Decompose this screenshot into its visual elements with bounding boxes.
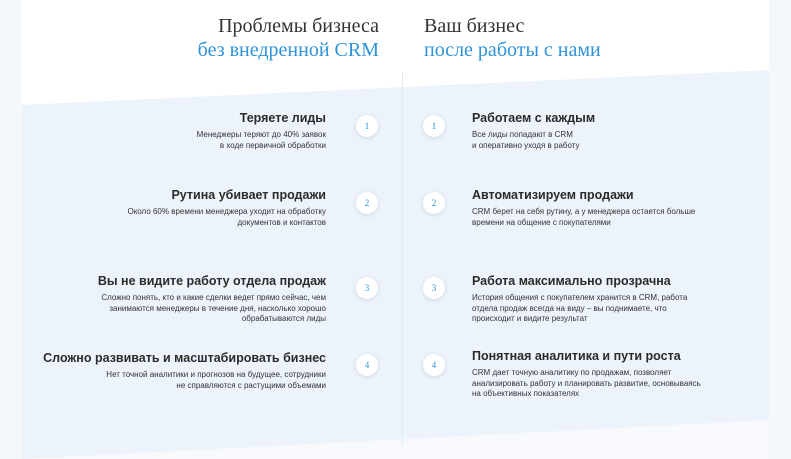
right-heading-line2: после работы с нами (424, 39, 601, 61)
solution-description: CRM берет на себя рутину, а у менеджера остается больше времени на общение с покупателями (472, 207, 696, 227)
solution-item-4 (472, 349, 701, 400)
problem-item-4 (43, 351, 326, 391)
solution-title: Автоматизируем продажи (472, 188, 634, 202)
solution-title: Понятная аналитика и пути роста (472, 349, 681, 363)
solution-description: Все лиды попадают в CRM и оперативно уходя в работу (472, 130, 580, 150)
problem-description: Около 60% времени менеджера уходит на обработку документов и контактов (127, 207, 326, 227)
problem-title: Вы не видите работу отдела продаж (97, 274, 326, 288)
problem-description: Менеджеры теряют до 40% заявок в ходе первичной обработки (196, 130, 326, 150)
solution-number-badge: 4 (423, 354, 445, 376)
problem-title: Теряете лиды (239, 111, 326, 125)
solution-description: История общения с покупателем хранится в CRM, работа отдела продаж всегда на виду – вы поднимаете, что происходит и видите результат (472, 293, 688, 323)
solution-item-3 (472, 274, 687, 325)
left-heading-line2: без внедренной CRM (197, 39, 379, 61)
problem-number-badge: 3 (356, 277, 378, 299)
problem-number-badge: 2 (356, 192, 378, 214)
problem-description: Нет точной аналитики и прогнозов на будущее, сотрудники не справляются с растущими объемами (106, 370, 326, 390)
column-divider (402, 72, 403, 444)
problem-number-badge: 1 (356, 115, 378, 137)
solution-number-badge: 2 (423, 192, 445, 214)
solution-number-badge: 3 (423, 277, 445, 299)
problem-number-badge: 4 (356, 354, 378, 376)
problem-title: Сложно развивать и масштабировать бизнес (43, 351, 326, 365)
left-heading-line1: Проблемы бизнеса (218, 15, 379, 37)
problem-description: Сложно понять, кто и какие сделки ведет прямо сейчас, чем занимаются менеджеры в течение дня, насколько хорошо обрабатываются лиды (101, 293, 326, 323)
solution-title: Работаем с каждым (472, 111, 596, 125)
problem-item-1 (197, 111, 326, 151)
problem-title: Рутина убивает продажи (171, 188, 326, 202)
solution-item-1 (472, 111, 595, 151)
solution-number-badge: 1 (423, 115, 445, 137)
solution-description: CRM дает точную аналитику по продажам, позволяет анализировать работу и планировать развитие, основываясь на объективных показателях (472, 368, 701, 398)
solution-title: Работа максимально прозрачна (472, 274, 671, 288)
left-column-heading (198, 14, 379, 62)
right-heading-line1: Ваш бизнес (424, 15, 525, 37)
solution-item-2 (472, 188, 695, 228)
problem-item-3 (98, 274, 326, 325)
problem-item-2 (127, 188, 326, 228)
right-column-heading (424, 14, 601, 62)
